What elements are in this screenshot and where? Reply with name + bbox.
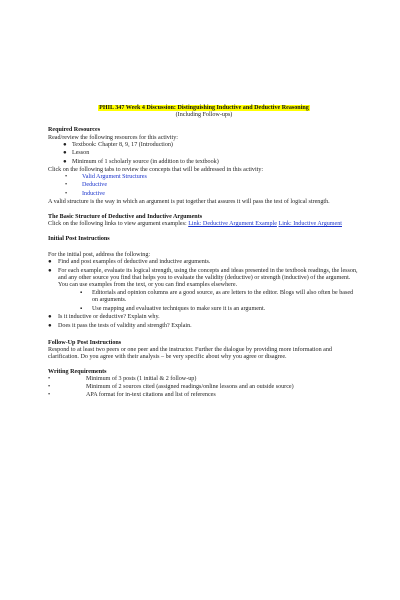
tabs-intro: Click on the following tabs to review the concepts that will be addressed in this activity: bbox=[48, 166, 264, 173]
tab-link-valid-argument-structures[interactable]: Valid Argument Structures bbox=[82, 174, 147, 181]
required-resources-list bbox=[48, 142, 360, 166]
list-item bbox=[48, 142, 360, 149]
list-item bbox=[48, 174, 360, 181]
list-item bbox=[48, 323, 360, 330]
bullet-icon: • bbox=[48, 376, 51, 383]
bullet-icon: ● bbox=[48, 267, 52, 274]
list-item-text: Find and post examples of deductive and inductive arguments. bbox=[58, 258, 211, 265]
bullet-icon: • bbox=[65, 190, 68, 197]
list-item bbox=[48, 191, 360, 198]
required-resources-intro: Read/review the following resources for this activity: bbox=[48, 134, 178, 141]
list-item-text: Minimum of 1 scholarly source (in addition to the textbook) bbox=[72, 158, 219, 165]
list-item-text: Minimum of 2 sources cited (assigned readings/online lessons and an outside source) bbox=[86, 384, 294, 391]
concept-tabs-list bbox=[48, 174, 360, 198]
writing-requirements-heading: Writing Requirements bbox=[48, 369, 107, 376]
list-item-text: Use mapping and evaluative techniques to make sure it is an argument. bbox=[92, 305, 266, 312]
initial-post-list bbox=[48, 259, 360, 330]
list-item-text: Minimum of 3 posts (1 initial & 2 follow-up) bbox=[86, 376, 197, 383]
list-item bbox=[48, 182, 360, 189]
list-item bbox=[58, 290, 360, 304]
list-item bbox=[48, 314, 360, 321]
bullet-icon: • bbox=[48, 384, 51, 391]
basic-structure-paragraph bbox=[48, 221, 360, 228]
document-subtitle: (Including Follow-ups) bbox=[175, 112, 233, 119]
bullet-icon: ▪ bbox=[80, 305, 83, 312]
tab-link-inductive[interactable]: Inductive bbox=[82, 190, 106, 197]
basic-structure-text: Click on the following links to view argument examples: bbox=[48, 221, 187, 228]
bullet-icon: ● bbox=[63, 141, 67, 148]
bullet-icon: ● bbox=[48, 258, 52, 265]
bullet-icon: ● bbox=[63, 158, 67, 165]
bullet-icon: ● bbox=[48, 322, 52, 329]
bullet-icon: • bbox=[65, 174, 68, 181]
deductive-example-link[interactable]: Link: Deductive Argument Example bbox=[188, 221, 277, 228]
initial-post-heading: Initial Post Instructions bbox=[48, 236, 110, 243]
initial-post-intro: For the initial post, address the following: bbox=[48, 251, 151, 258]
list-item-text: Does it pass the tests of validity and strength? Explain. bbox=[58, 322, 192, 329]
list-item bbox=[48, 150, 360, 157]
writing-requirements-list bbox=[48, 376, 360, 399]
list-item-text: APA format for in-text citations and list of references bbox=[86, 392, 216, 399]
follow-up-heading: Follow-Up Post Instructions bbox=[48, 339, 122, 346]
basic-structure-heading: The Basic Structure of Deductive and Inductive Arguments bbox=[48, 214, 203, 220]
list-item bbox=[48, 159, 360, 166]
list-item bbox=[48, 384, 360, 391]
initial-post-sublist bbox=[58, 290, 360, 313]
list-item-text: Editorials and opinion columns are a good source, as are letters to the editor. Blogs will also often be based on arguments. bbox=[92, 290, 354, 304]
list-item-text: Is it inductive or deductive? Explain why. bbox=[58, 314, 160, 321]
list-item-text: Lesson bbox=[72, 150, 90, 157]
valid-structure-paragraph: A valid structure is the way in which an argument is put together that assures it will pass the test of logical strength. bbox=[48, 198, 330, 205]
bullet-icon: ▪ bbox=[80, 290, 83, 297]
bullet-icon: ● bbox=[63, 150, 67, 157]
list-item bbox=[48, 268, 360, 313]
list-item bbox=[58, 306, 360, 313]
list-item bbox=[48, 376, 360, 383]
follow-up-paragraph: Respond to at least two peers or one peer and the instructor. Further the dialogue by providing more information and clarification. Do you agree with their analysis – be very specific about why you agree or disagree. bbox=[48, 346, 332, 361]
list-item bbox=[48, 392, 360, 399]
required-resources-heading: Required Resources bbox=[48, 127, 101, 134]
title-highlight: PHIL 347 Week 4 Discussion: Distinguishing Inductive and Deductive Reasoning bbox=[99, 105, 309, 111]
document-body bbox=[48, 105, 360, 400]
tab-link-deductive[interactable]: Deductive bbox=[82, 182, 108, 189]
bullet-icon: • bbox=[48, 392, 51, 399]
list-item-text: For each example, evaluate its logical strength, using the concepts and ideas presented in the textbook readings, the lesson, and any other source you find that helps you to evaluate the validity (deductive) or strength (inductive) of the argument. You can use examples from the text, or you can find examples elsewhere. bbox=[58, 267, 358, 288]
list-item bbox=[48, 259, 360, 266]
bullet-icon: ● bbox=[48, 314, 52, 321]
bullet-icon: • bbox=[65, 182, 68, 189]
inductive-argument-link[interactable]: Link: Inductive Argument bbox=[278, 221, 342, 228]
list-item-text: Textbook: Chapter 8, 9, 17 (Introduction) bbox=[72, 141, 173, 148]
